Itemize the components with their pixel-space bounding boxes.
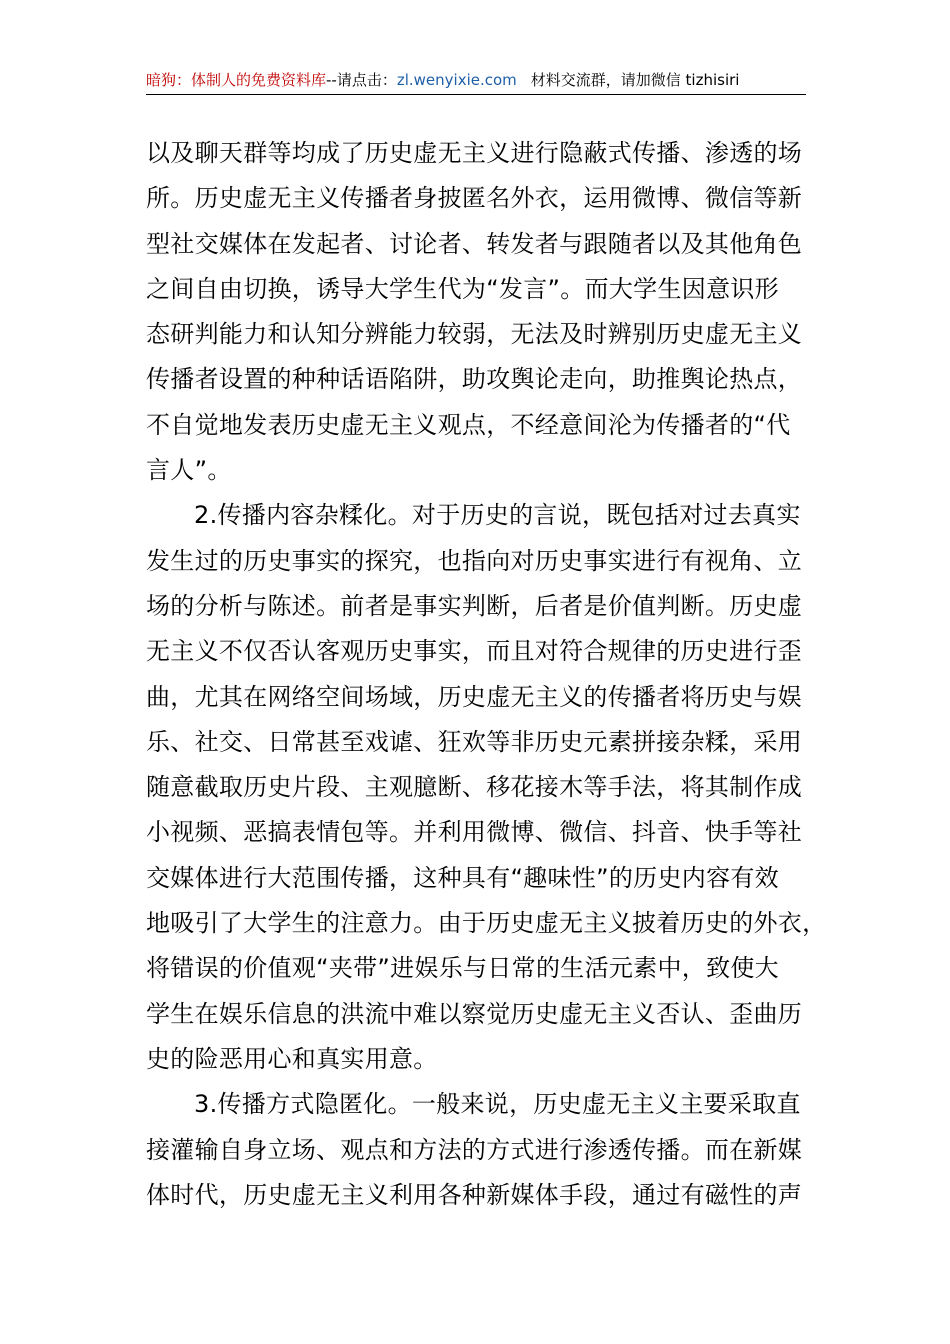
page-header [146,68,806,95]
text-line: 型社交媒体在发起者、讨论者、转发者与跟随者以及其他角色 [146,229,803,258]
text-line: 随意截取历史片段、主观臆断、移花接木等手法，将其制作成 [146,773,803,802]
header-wechat-note: 材料交流群，请加微信 tizhisiri [530,71,740,89]
paragraph-start-line: 2.传播内容杂糅化。对于历史的言说，既包括对过去真实 [194,501,801,530]
text-line: 体时代，历史虚无主义利用各种新媒体手段，通过有磁性的声 [146,1180,803,1209]
text-line: 不自觉地发表历史虚无主义观点，不经意间沦为传播者的“代 [146,410,791,439]
text-line: 无主义不仅否认客观历史事实，而且对符合规律的历史进行歪 [146,637,803,666]
text-line: 之间自由切换，诱导大学生代为“发言”。而大学生因意识形 [146,274,779,303]
header-link[interactable]: zl.wenyixie.com [396,71,517,89]
text-line: 学生在娱乐信息的洪流中难以察觉历史虚无主义否认、歪曲历 [146,999,803,1028]
text-line: 接灌输自身立场、观点和方法的方式进行渗透传播。而在新媒 [146,1135,803,1164]
text-line: 地吸引了大学生的注意力。由于历史虚无主义披着历史的外衣， [146,909,827,938]
text-line: 小视频、恶搞表情包等。并利用微博、微信、抖音、快手等社 [146,818,803,847]
text-line: 发生过的历史事实的探究，也指向对历史事实进行有视角、立 [146,546,803,575]
text-line: 史的险恶用心和真实用意。 [146,1044,438,1073]
text-line: 将错误的价值观“夹带”进娱乐与日常的生活元素中，致使大 [146,954,779,983]
header-brand: 暗狗：体制人的免费资料库 [146,71,327,89]
paragraph-start-line: 3.传播方式隐匿化。一般来说，历史虚无主义主要采取直 [194,1090,801,1119]
text-line: 曲，尤其在网络空间场域，历史虚无主义的传播者将历史与娱 [146,682,803,711]
text-line: 乐、社交、日常甚至戏谑、狂欢等非历史元素拼接杂糅，采用 [146,727,803,756]
header-link-label: --请点击： [326,71,397,89]
document-body [146,131,827,1218]
text-line: 态研判能力和认知分辨能力较弱，无法及时辨别历史虚无主义 [146,320,803,349]
text-line: 言人”。 [146,456,232,485]
text-line: 交媒体进行大范围传播，这种具有“趣味性”的历史内容有效 [146,863,779,892]
text-line: 以及聊天群等均成了历史虚无主义进行隐蔽式传播、渗透的场 [146,139,803,167]
text-line: 传播者设置的种种话语陷阱，助攻舆论走向，助推舆论热点， [146,365,803,394]
text-line: 所。历史虚无主义传播者身披匿名外衣，运用微博、微信等新 [146,184,803,213]
text-line: 场的分析与陈述。前者是事实判断，后者是价值判断。历史虚 [146,591,803,620]
